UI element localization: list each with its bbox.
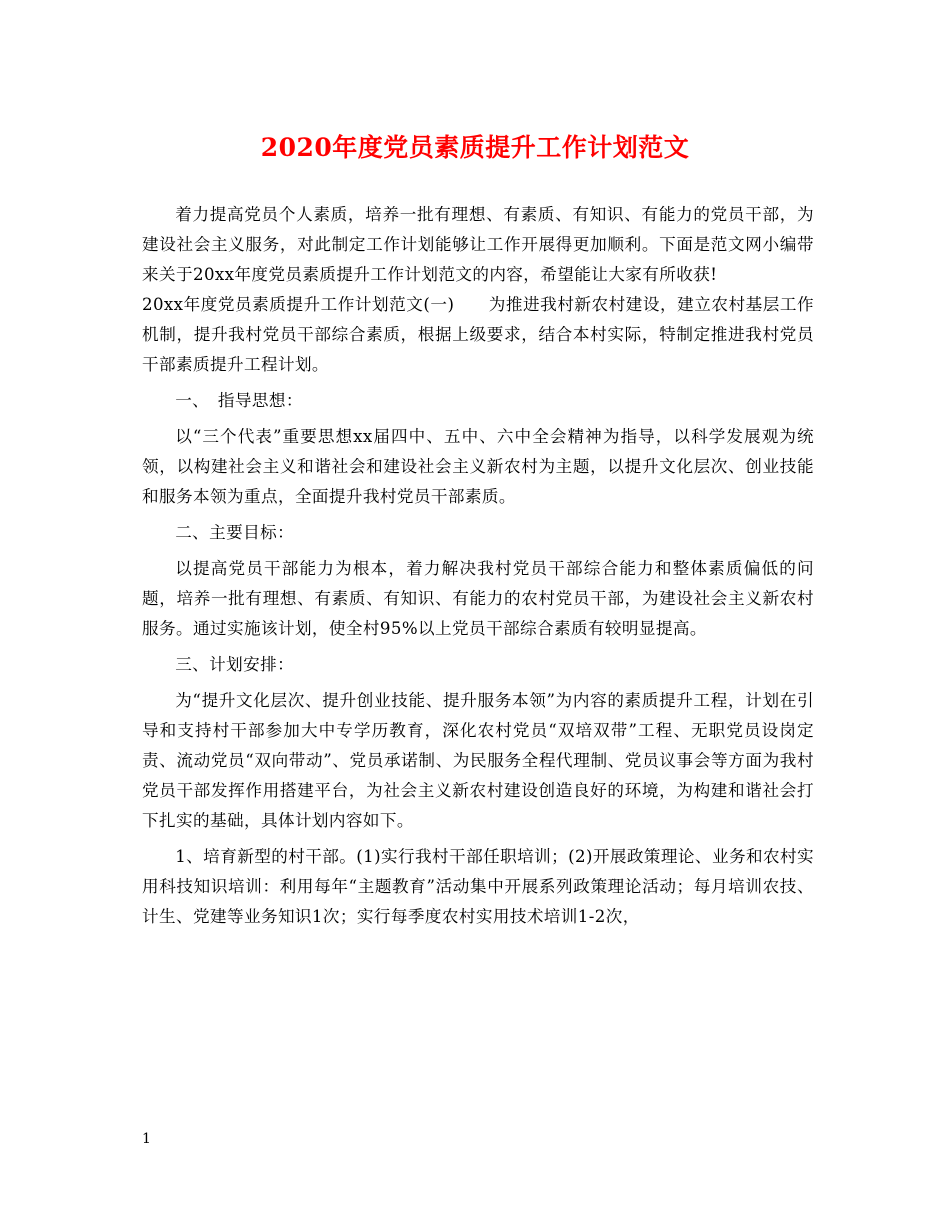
- guiding-ideology-paragraph: 以“三个代表”重要思想xx届四中、五中、六中全会精神为指导，以科学发展观为统领，以构建社会主义和谐社会和建设社会主义新农村为主题，以提升文化层次、创业技能和服务本领为重点，全面提升我村党员干部素质。: [142, 427, 814, 506]
- intro-paragraph: 着力提高党员个人素质，培养一批有理想、有素质、有知识、有能力的党员干部，为建设社会主义服务，对此制定工作计划能够让工作开展得更加顺利。下面是范文网小编带来关于20xx年度党员素质提升工作计划范文的内容，希望能让大家有所收获!: [142, 205, 814, 284]
- section-heading-guiding-ideology: 一、 指导思想：: [175, 391, 303, 410]
- village-cadre-training-paragraph: 1、培育新型的村干部。(1)实行我村干部任职培训；(2)开展政策理论、业务和农村实用科技知识培训：利用每年“主题教育”活动集中开展系列政策理论活动；每月培训农技、计生、党建等业务知识1次；实行每季度农村实用技术培训1-2次，: [142, 847, 814, 926]
- plan-arrangement-paragraph: 为“提升文化层次、提升创业技能、提升服务本领”为内容的素质提升工程，计划在引导和支持村干部参加大中专学历教育，深化农村党员“双培双带”工程、无职党员设岗定责、流动党员“双向带动”、党员承诺制、为民服务全程代理制、党员议事会等方面为我村党员干部发挥作用搭建平台，为社会主义新农村建设创造良好的环境，为构建和谐社会打下扎实的基础，具体计划内容如下。: [142, 691, 814, 830]
- document-title: 2020年度党员素质提升工作计划范文: [260, 133, 690, 162]
- main-goals-paragraph: 以提高党员干部能力为根本，着力解决我村党员干部综合能力和整体素质偏低的问题，培养一批有理想、有素质、有知识、有能力的农村党员干部，为建设社会主义新农村服务。通过实施该计划，使全村95%以上党员干部综合素质有较明显提高。: [142, 559, 814, 638]
- section-heading-plan-arrangement: 三、计划安排：: [175, 655, 295, 674]
- page-number: 1: [142, 1131, 151, 1147]
- document-body: [142, 200, 814, 932]
- plan-one-paragraph: 20xx年度党员素质提升工作计划范文(一) 为推进我村新农村建设，建立农村基层工作机制，提升我村党员干部综合素质，根据上级要求，结合本村实际，特制定推进我村党员干部素质提升工程计划。: [142, 295, 814, 374]
- section-heading-main-goals: 二、主要目标：: [175, 523, 295, 542]
